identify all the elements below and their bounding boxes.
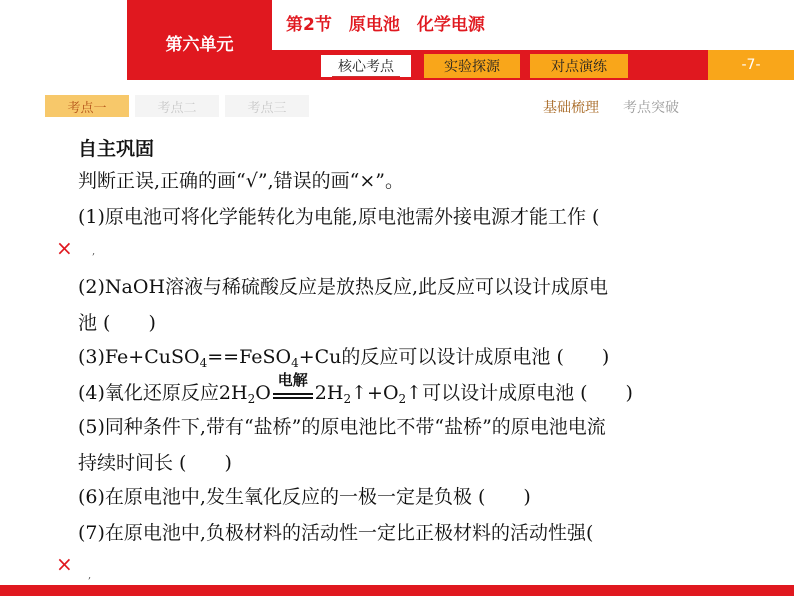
question-7: (7)在原电池中,负极材料的活动性一定比正极材料的活动性强( — [78, 522, 594, 544]
q3-part: (3)Fe+CuSO — [78, 346, 200, 368]
question-1: (1)原电池可将化学能转化为电能,原电池需外接电源才能工作 ( — [78, 206, 600, 228]
cross-mark-1: × — [56, 236, 73, 260]
tab-experiment[interactable]: 实验探源 — [424, 54, 520, 78]
basic-review-link[interactable]: 基础梳理 — [543, 100, 599, 116]
question-6: (6)在原电池中,发生氧化反应的一极一定是负极 ( ) — [78, 486, 531, 508]
kaodian-2-tab[interactable]: 考点二 — [135, 95, 219, 117]
page-number: -7- — [708, 50, 794, 80]
q3-part: ==FeSO — [207, 346, 292, 368]
q4-sub: 2 — [247, 392, 256, 406]
bottom-bar — [0, 585, 794, 596]
q4-part: O — [255, 382, 271, 404]
question-5: (5)同种条件下,带有“盐桥”的原电池比不带“盐桥”的原电池电流 — [78, 416, 606, 438]
tab-core-points[interactable] — [320, 54, 412, 78]
tick-mark: , — [88, 570, 92, 581]
q4-sub: 2 — [343, 392, 352, 406]
unit-label: 第六单元 — [127, 0, 272, 80]
q4-part: (4)氧化还原反应2H — [78, 382, 248, 404]
q4-part: ↑+O — [351, 382, 399, 404]
question-3 — [78, 342, 609, 369]
section-title: 第2节 原电池 化学电源 — [286, 15, 485, 35]
q4-sub: 2 — [398, 392, 407, 406]
question-2: (2)NaOH溶液与稀硫酸反应是放热反应,此反应可以设计成原电 — [78, 276, 609, 298]
condition-label: 电解 — [277, 371, 308, 389]
q3-sub: 4 — [291, 356, 299, 370]
kaodian-3-tab[interactable]: 考点三 — [225, 95, 309, 117]
cross-mark-2: × — [56, 552, 73, 576]
content-heading: 自主巩固 — [78, 138, 155, 160]
tab-label: 核心考点 — [332, 56, 400, 77]
question-2-cont: 池 ( ) — [78, 312, 156, 334]
electrolysis-arrow — [271, 371, 315, 401]
tab-practice[interactable]: 对点演练 — [530, 54, 628, 78]
breakthrough-link[interactable]: 考点突破 — [623, 100, 679, 116]
kaodian-1-tab[interactable]: 考点一 — [45, 95, 129, 117]
question-4 — [78, 371, 633, 406]
q3-sub: 4 — [199, 356, 208, 370]
instruction: 判断正误,正确的画“√”,错误的画“×”。 — [78, 170, 404, 192]
q4-part: ↑可以设计成原电池 ( ) — [406, 382, 633, 404]
q4-part: 2H — [314, 382, 344, 404]
q3-part: +Cu的反应可以设计成原电池 ( ) — [298, 346, 610, 368]
question-5-cont: 持续时间长 ( ) — [78, 452, 232, 474]
tick-mark: , — [92, 246, 96, 257]
header — [0, 0, 794, 80]
